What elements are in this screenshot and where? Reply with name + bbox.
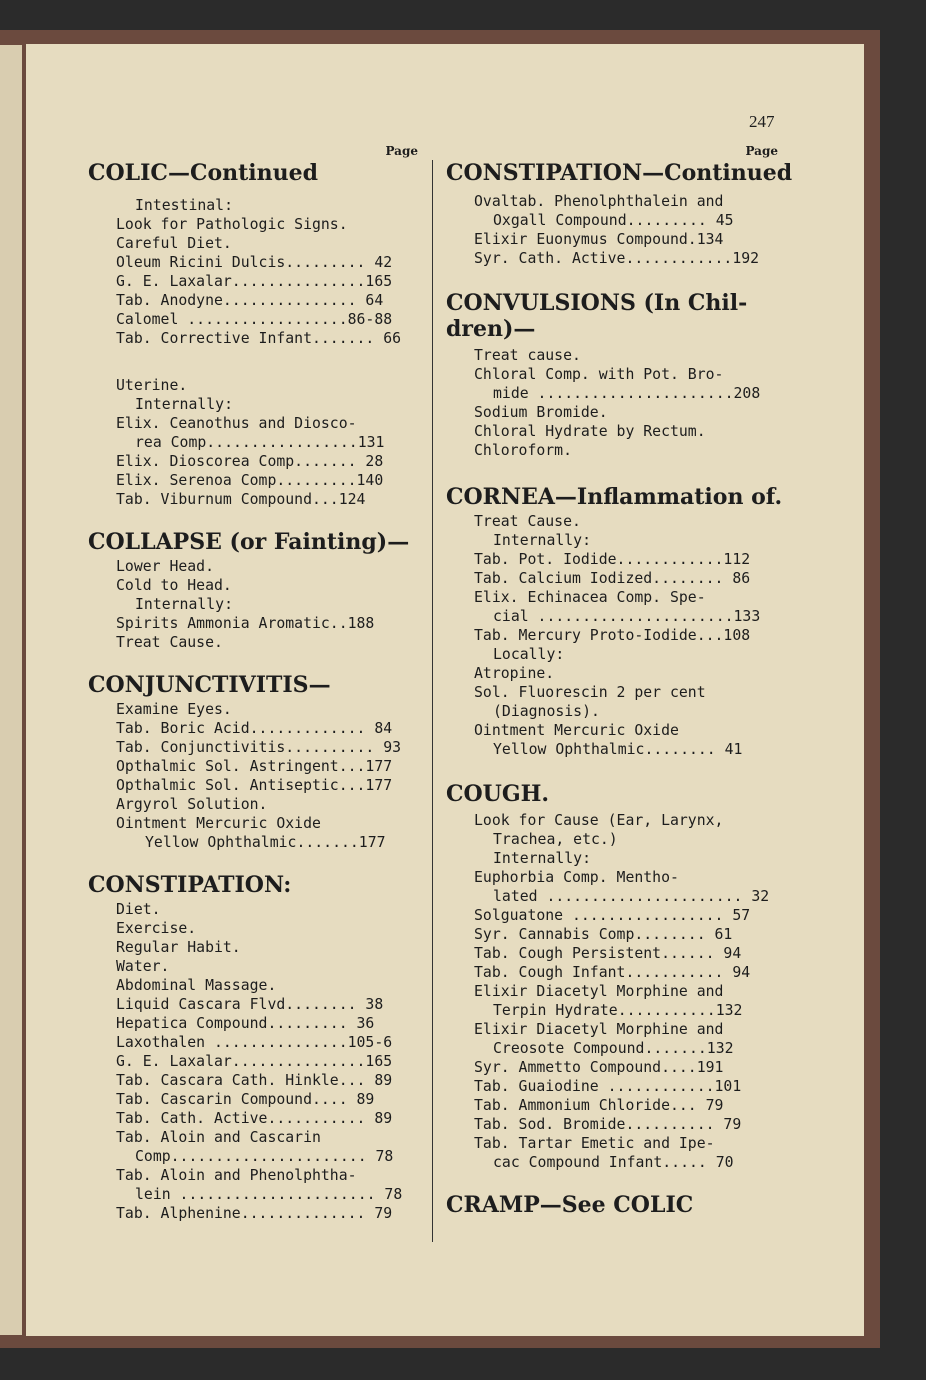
list-item: Sodium Bromide. (474, 404, 608, 421)
list-item: Elix. Echinacea Comp. Spe- (474, 589, 706, 606)
page-column-label: Page (385, 144, 418, 158)
subheading: Internally: (135, 396, 233, 413)
list-item: Elixir Diacetyl Morphine and (474, 983, 724, 1000)
list-item: Abdominal Massage. (116, 977, 277, 994)
list-item: lein ...................... 78 (135, 1186, 403, 1203)
subheading: Internally: (135, 596, 233, 613)
list-item: Hepatica Compound......... 36 (116, 1015, 375, 1032)
list-item: Tab. Alphenine.............. 79 (116, 1205, 393, 1222)
list-item: Lower Head. (116, 558, 214, 575)
list-item: Tab. Cough Persistent...... 94 (474, 945, 742, 962)
list-item: Chloral Hydrate by Rectum. (474, 423, 706, 440)
list-item: Argyrol Solution. (116, 796, 268, 813)
list-item: Tab. Cath. Active........... 89 (116, 1110, 393, 1127)
section-heading-convulsions: CONVULSIONS (In Chil-dren)— (446, 290, 748, 342)
list-item: Exercise. (116, 920, 197, 937)
list-item: Tab. Aloin and Cascarin (116, 1129, 321, 1146)
list-item: Tab. Cascara Cath. Hinkle... 89 (116, 1072, 393, 1089)
list-item: Comp...................... 78 (135, 1148, 394, 1165)
list-item: Tab. Anodyne............... 64 (116, 292, 384, 309)
list-item: Sol. Fluorescin 2 per cent (474, 684, 706, 701)
list-item: rea Comp.................131 (135, 434, 385, 451)
section-heading-conjunctivitis: CONJUNCTIVITIS— (88, 672, 331, 698)
page-column-label: Page (745, 144, 778, 158)
list-item: Liquid Cascara Flvd........ 38 (116, 996, 384, 1013)
list-item: Syr. Cath. Active............192 (474, 250, 760, 267)
list-item: Trachea, etc.) (493, 831, 618, 848)
list-item: Calomel ..................86-88 (116, 311, 393, 328)
column-divider (432, 160, 433, 1242)
list-item: Tab. Ammonium Chloride... 79 (474, 1097, 724, 1114)
subheading: Internally: (493, 850, 591, 867)
list-item: Cold to Head. (116, 577, 232, 594)
list-item: Look for Pathologic Signs. (116, 216, 348, 233)
list-item: Tab. Sod. Bromide.......... 79 (474, 1116, 742, 1133)
section-heading-cornea: CORNEA—Inflammation of. (446, 484, 783, 510)
list-item: Treat Cause. (474, 513, 581, 530)
list-item: Euphorbia Comp. Mentho- (474, 869, 679, 886)
list-item: Tab. Corrective Infant....... 66 (116, 330, 402, 347)
section-heading-colic: COLIC—Continued (88, 160, 319, 186)
list-item: Examine Eyes. (116, 701, 232, 718)
list-item: Syr. Ammetto Compound....191 (474, 1059, 724, 1076)
subheading: Locally: (493, 646, 565, 663)
list-item: Chloral Comp. with Pot. Bro- (474, 366, 724, 383)
section-heading-collapse: COLLAPSE (or Fainting)— (88, 529, 410, 555)
list-item: Syr. Cannabis Comp........ 61 (474, 926, 733, 943)
list-item: Tab. Conjunctivitis.......... 93 (116, 739, 402, 756)
section-heading-cough: COUGH. (446, 781, 550, 807)
list-item: Treat Cause. (116, 634, 223, 651)
list-item: Diet. (116, 901, 161, 918)
list-item: cac Compound Infant..... 70 (493, 1154, 734, 1171)
list-item: Tab. Aloin and Phenolphtha- (116, 1167, 357, 1184)
list-item: G. E. Laxalar...............165 (116, 273, 393, 290)
section-heading-constipation-continued: CONSTIPATION—Continued (446, 160, 793, 186)
list-item: Elix. Serenoa Comp.........140 (116, 472, 384, 489)
list-item: G. E. Laxalar...............165 (116, 1053, 393, 1070)
list-item: Tab. Pot. Iodide............112 (474, 551, 751, 568)
list-item: Oxgall Compound......... 45 (493, 212, 734, 229)
list-item: Yellow Ophthalmic........ 41 (493, 741, 743, 758)
list-item: Tab. Viburnum Compound...124 (116, 491, 366, 508)
list-item: Yellow Ophthalmic.......177 (145, 834, 386, 851)
list-item: Ointment Mercuric Oxide (474, 722, 679, 739)
list-item: Oleum Ricini Dulcis......... 42 (116, 254, 393, 271)
list-item: Look for Cause (Ear, Larynx, (474, 812, 724, 829)
list-item: Tab. Calcium Iodized........ 86 (474, 570, 751, 587)
list-item: Creosote Compound.......132 (493, 1040, 734, 1057)
list-item: Tab. Cough Infant........... 94 (474, 964, 751, 981)
list-item: Elix. Ceanothus and Diosco- (116, 415, 357, 432)
list-item: Opthalmic Sol. Astringent...177 (116, 758, 393, 775)
subheading: Intestinal: (135, 197, 233, 214)
section-heading-cramp: CRAMP—See COLIC (446, 1192, 694, 1218)
list-item: Careful Diet. (116, 235, 232, 252)
list-item: mide ......................208 (493, 385, 761, 402)
facing-page-edge (0, 45, 22, 1335)
list-item: Solguatone ................. 57 (474, 907, 751, 924)
list-item: Treat cause. (474, 347, 581, 364)
list-item: Terpin Hydrate...........132 (493, 1002, 743, 1019)
section-heading-constipation: CONSTIPATION: (88, 872, 292, 898)
list-item: Ovaltab. Phenolphthalein and (474, 193, 724, 210)
list-item: Tab. Tartar Emetic and Ipe- (474, 1135, 715, 1152)
subheading: Internally: (493, 532, 591, 549)
list-item: cial ......................133 (493, 608, 761, 625)
list-item: Tab. Cascarin Compound.... 89 (116, 1091, 375, 1108)
list-item: Atropine. (474, 665, 555, 682)
list-item: Opthalmic Sol. Antiseptic...177 (116, 777, 393, 794)
list-item: Elix. Dioscorea Comp....... 28 (116, 453, 384, 470)
list-item: Tab. Guaiodine ............101 (474, 1078, 742, 1095)
book-page (26, 44, 864, 1336)
list-item: Ointment Mercuric Oxide (116, 815, 321, 832)
list-item: lated ...................... 32 (493, 888, 770, 905)
list-item: Water. (116, 958, 170, 975)
list-item: Elixir Diacetyl Morphine and (474, 1021, 724, 1038)
list-item: Laxothalen ...............105-6 (116, 1034, 393, 1051)
list-item: (Diagnosis). (493, 703, 600, 720)
list-item: Chloroform. (474, 442, 572, 459)
subheading: Uterine. (116, 377, 188, 394)
list-item: Regular Habit. (116, 939, 241, 956)
list-item: Tab. Mercury Proto-Iodide...108 (474, 627, 751, 644)
right-column (446, 142, 793, 1218)
list-item: Spirits Ammonia Aromatic..188 (116, 615, 375, 632)
left-column (88, 142, 418, 1223)
list-item: Elixir Euonymus Compound.134 (474, 231, 724, 248)
list-item: Tab. Boric Acid............. 84 (116, 720, 393, 737)
page-number: 247 (749, 112, 775, 131)
